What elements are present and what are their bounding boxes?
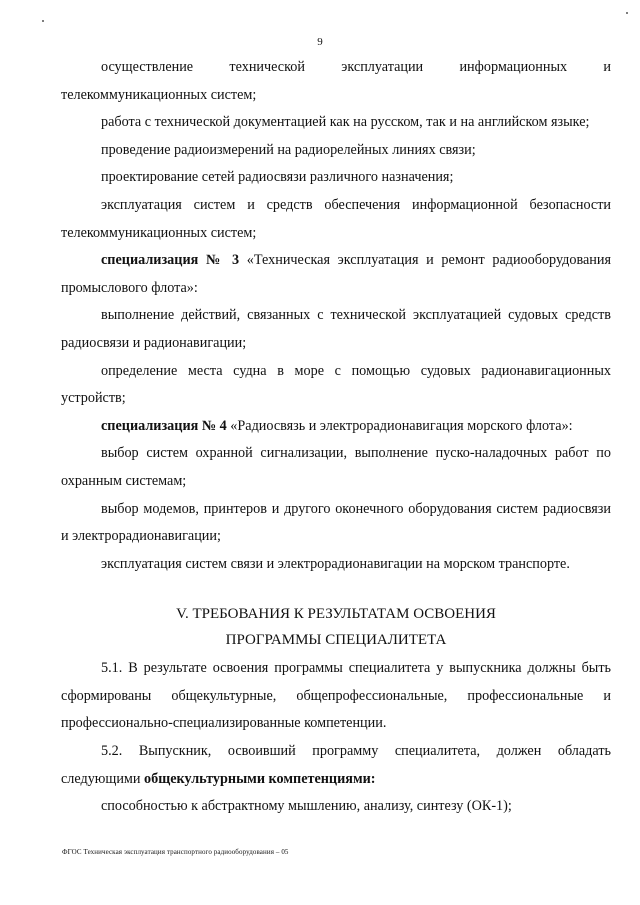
section-title-line-1: V. ТРЕБОВАНИЯ К РЕЗУЛЬТАТАМ ОСВОЕНИЯ [176, 606, 496, 623]
specialization-3-label: специализация № 3 [101, 252, 240, 269]
competence-ok-1: способностью к абстрактному мышлению, анализу, синтезу (ОК-1); [101, 798, 512, 815]
paragraph: определение места судна в море с помощью судовых радионавигационных устройств; [61, 362, 611, 407]
paragraph: эксплуатация систем связи и электрорадионавигации на морском транспорте. [101, 555, 570, 572]
paragraph: проведение радиоизмерений на радиорелейных линиях связи; [101, 141, 476, 158]
specialization-4-label: специализация № 4 [101, 417, 227, 434]
specialization-4-text: «Радиосвязь и электрорадионавигация морского флота»: [226, 417, 573, 434]
document-body [61, 54, 611, 821]
paragraph: выбор модемов, принтеров и другого оконечного оборудования систем радиосвязи и электрорадионавигации; [61, 500, 611, 545]
paragraph-5-2-bold: общекультурными компетенциями: [144, 770, 376, 787]
specialization-4 [61, 413, 611, 441]
paragraph: проектирование сетей радиосвязи различного назначения; [101, 169, 454, 186]
specialization-3-text: «Техническая эксплуатация и ремонт радиооборудования промыслового флота»: [61, 252, 611, 296]
paragraph-5-2 [61, 738, 611, 793]
paragraph: осуществление технической эксплуатации информационных и телекоммуникационных систем; [61, 59, 611, 103]
page-footer: ФГОС Техническая эксплуатация транспортного радиооборудования – 05 [62, 848, 289, 856]
paragraph-5-1: 5.1. В результате освоения программы специалитета у выпускника должны быть сформированы общекультурные, общепрофессиональные, профессиональные и профессионально-специализированные компетенции. [61, 660, 611, 732]
scan-speck [42, 20, 44, 22]
paragraph: выбор систем охранной сигнализации, выполнение пуско-наладочных работ по охранным системам; [61, 445, 611, 489]
paragraph: работа с технической документацией как на русском, так и на английском языке; [101, 114, 590, 131]
section-title-line-2: ПРОГРАММЫ СПЕЦИАЛИТЕТА [225, 632, 447, 649]
specialization-3 [61, 247, 611, 302]
paragraph: эксплуатация систем и средств обеспечения информационной безопасности телекоммуникационных систем; [61, 196, 611, 241]
page-number: 9 [317, 36, 323, 48]
paragraph-5-2-text: 5.2. Выпускник, освоивший программу специалитета, должен обладать следующими [61, 743, 611, 787]
scan-speck [626, 12, 628, 14]
paragraph: выполнение действий, связанных с технической эксплуатацией судовых средств радиосвязи и радионавигации; [61, 307, 611, 351]
